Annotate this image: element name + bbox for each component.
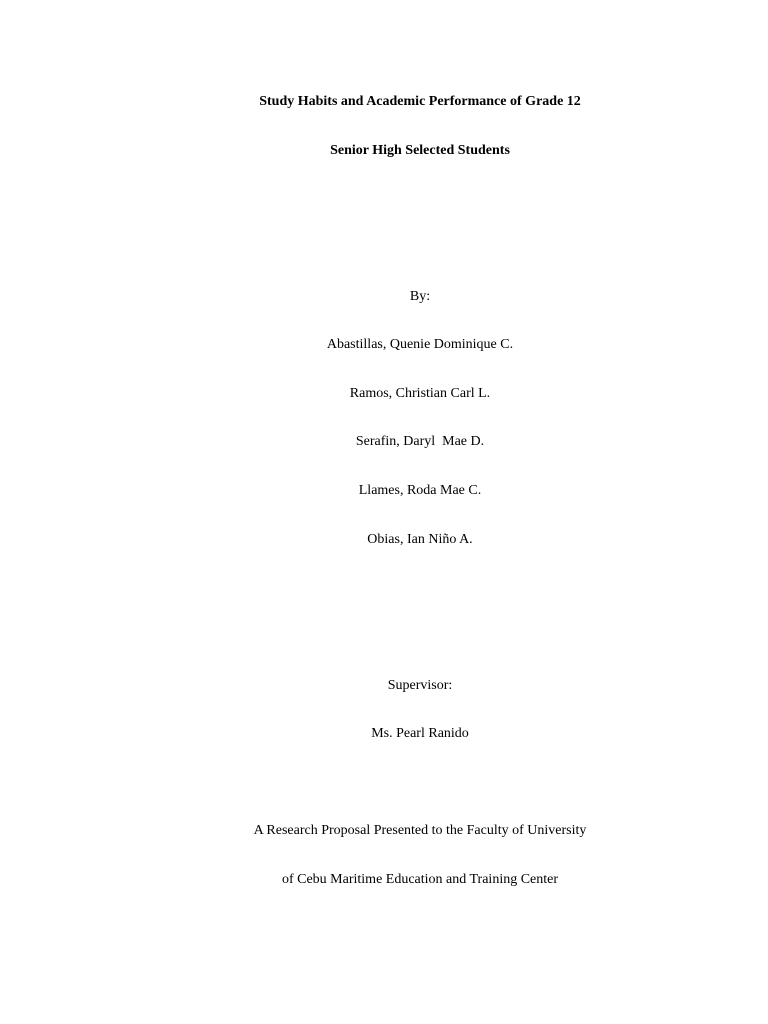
by-label: By: — [409, 289, 431, 304]
author-2: Ramos, Christian Carl L. — [349, 386, 491, 401]
supervisor-name: Ms. Pearl Ranido — [371, 726, 469, 741]
author-1: Abastillas, Quenie Dominique C. — [326, 337, 514, 352]
title-line-2: Senior High Selected Students — [330, 143, 510, 158]
proposal-line-1: A Research Proposal Presented to the Faculty of University — [253, 823, 587, 838]
title-line-1: Study Habits and Academic Performance of Grade 12 — [259, 94, 581, 109]
author-3: Serafin, Daryl Mae D. — [355, 434, 485, 449]
supervisor-label: Supervisor: — [387, 678, 453, 693]
proposal-line-2: of Cebu Maritime Education and Training Center — [281, 872, 559, 887]
author-4: Llames, Roda Mae C. — [358, 483, 482, 498]
author-5: Obias, Ian Niño A. — [367, 532, 473, 547]
